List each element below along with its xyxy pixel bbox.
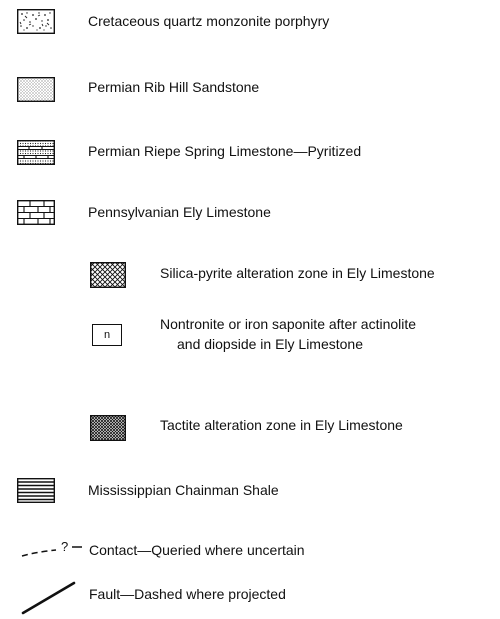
legend-label: Permian Riepe Spring Limestone—Pyritized	[88, 143, 362, 159]
legend-label-line-1: Nontronite or iron saponite after actinolite	[160, 316, 417, 332]
limestone-brick-pattern-icon	[17, 200, 55, 225]
dense-crosshatch-pattern-icon	[90, 415, 126, 441]
limestone-stipple-bands-pattern-icon	[17, 140, 55, 165]
query-mark: ?	[61, 539, 69, 554]
short-dash-icon	[71, 544, 85, 550]
crosshatch-pattern-icon	[90, 262, 126, 288]
dotted-stipple-pattern-icon	[17, 9, 55, 34]
legend-label: Cretaceous quartz monzonite porphyry	[88, 13, 330, 29]
legend-label: Contact—Queried where uncertain	[89, 542, 305, 558]
n-box-icon: n	[92, 324, 122, 346]
legend-label: Permian Rib Hill Sandstone	[88, 79, 260, 95]
legend-label: Mississippian Chainman Shale	[88, 482, 279, 498]
legend-label-line-2: and diopside in Ely Limestone	[177, 336, 364, 352]
shale-lines-pattern-icon	[17, 478, 55, 503]
fault-line-icon	[20, 577, 80, 617]
legend-label: Fault—Dashed where projected	[89, 586, 286, 602]
legend-label: Silica-pyrite alteration zone in Ely Limestone	[160, 265, 435, 281]
legend-label: Pennsylvanian Ely Limestone	[88, 204, 271, 220]
fine-stipple-pattern-icon	[17, 77, 55, 102]
legend-label: Tactite alteration zone in Ely Limestone	[160, 417, 403, 433]
